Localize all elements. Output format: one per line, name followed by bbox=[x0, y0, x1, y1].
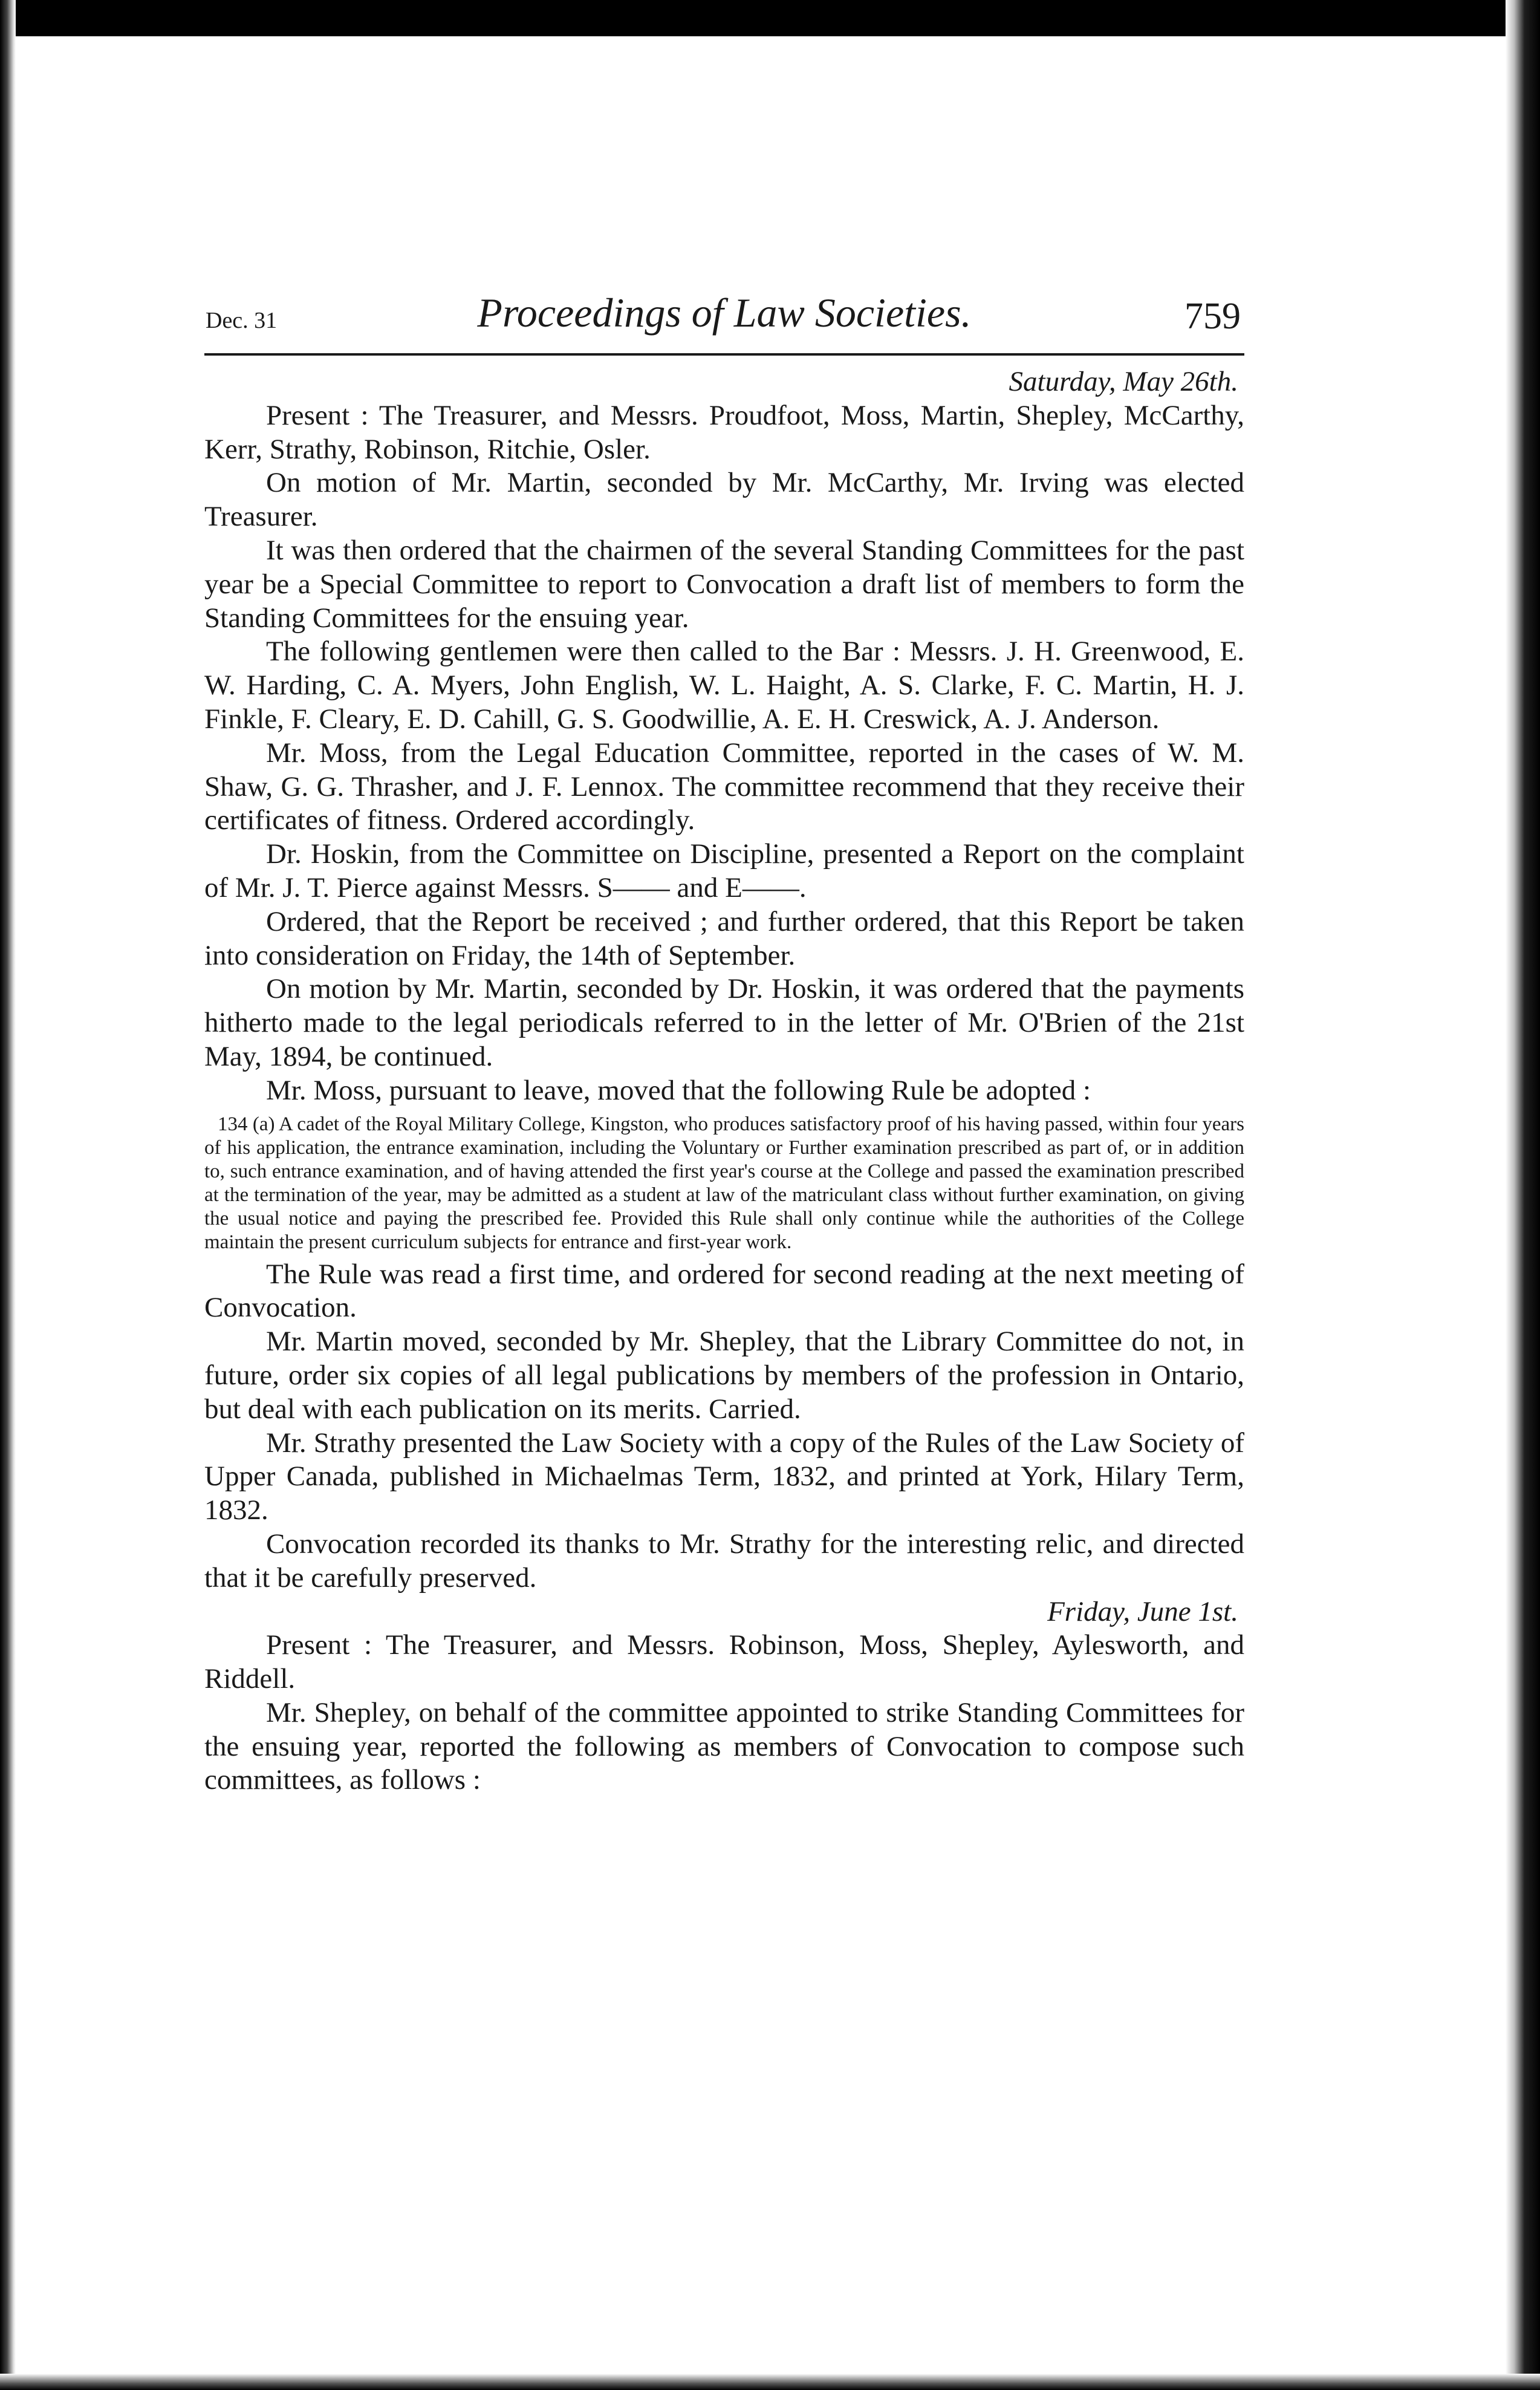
paragraph: On motion of Mr. Martin, seconded by Mr. McCarthy, Mr. Irving was elected Treasurer. bbox=[204, 467, 1244, 533]
scan-edge-bottom bbox=[0, 2374, 1540, 2390]
page-body bbox=[204, 365, 1244, 1797]
paragraph: It was then ordered that the chairmen of the several Standing Committees for the past year be a Special Committee to report to Convocation a draft list of members to form the Standing Committees for the ensuing year. bbox=[204, 534, 1244, 634]
paragraph: The Rule was read a first time, and ordered for second reading at the next meeting of Convocation. bbox=[204, 1258, 1244, 1324]
paragraph: The following gentlemen were then called to the Bar : Messrs. J. H. Greenwood, E. W. Harding, C. A. Myers, John English, W. L. Haight, A. S. Clarke, F. C. Martin, H. J. Finkle, F. Cleary, E. D. Cahill, G. S. Goodwillie, A. E. H. Creswick, A. J. Anderson. bbox=[204, 636, 1244, 735]
header-rule bbox=[204, 353, 1244, 356]
paragraph: Convocation recorded its thanks to Mr. Strathy for the interesting relic, and directed that it be carefully preserved. bbox=[204, 1528, 1244, 1594]
paragraph: Ordered, that the Report be received ; and further ordered, that this Report be taken into consideration on Friday, the 14th of September. bbox=[204, 905, 1244, 971]
paragraph: Mr. Moss, pursuant to leave, moved that the following Rule be adopted : bbox=[266, 1074, 1091, 1106]
paragraph: Dr. Hoskin, from the Committee on Discipline, presented a Report on the complaint of Mr. J. T. Pierce against Messrs. S—— and E——. bbox=[204, 838, 1244, 904]
header-title: Proceedings of Law Societies. bbox=[477, 290, 972, 336]
rule-134-text: 134 (a) A cadet of the Royal Military College, Kingston, who produces satisfactory proof of his having passed, within four years of his application, the entrance examination, including the Voluntary or Further examination prescribed as part of, or in addition to, such entrance examination, and of having attended the first year's course at the College and passed the examination prescribed at the termination of the year, may be admitted as a student at law of the matriculant class without further examination, on giving the usual notice and paying the prescribed fee. Provided this Rule shall only continue while the authorities of the College maintain the present curriculum subjects for entrance and first-year work. bbox=[204, 1113, 1244, 1253]
running-head bbox=[204, 284, 1244, 351]
meeting-date: Saturday, May 26th. bbox=[1009, 366, 1238, 397]
paragraph: Mr. Moss, from the Legal Education Committee, reported in the cases of W. M. Shaw, G. G. Thrasher, and J. F. Lennox. The committee recommend that they receive their certificates of fitness. Ordered accordingly. bbox=[204, 737, 1244, 836]
scan-edge-right bbox=[1506, 0, 1540, 2390]
paragraph: Mr. Shepley, on behalf of the committee appointed to strike Standing Committees for the ensuing year, reported the following as members of Convocation to compose such committees, as follows : bbox=[204, 1696, 1244, 1796]
header-date: Dec. 31 bbox=[206, 308, 278, 333]
page-number: 759 bbox=[1184, 296, 1241, 337]
paragraph: Present : The Treasurer, and Messrs. Robinson, Moss, Shepley, Aylesworth, and Riddell. bbox=[204, 1629, 1244, 1695]
page bbox=[204, 284, 1244, 1797]
meeting-date: Friday, June 1st. bbox=[1047, 1595, 1238, 1627]
paragraph: On motion by Mr. Martin, seconded by Dr. Hoskin, it was ordered that the payments hitherto made to the legal periodicals referred to in the letter of Mr. O'Brien of the 21st May, 1894, be continued. bbox=[204, 973, 1244, 1072]
scan-edge-top bbox=[0, 0, 1540, 36]
paragraph: Mr. Strathy presented the Law Society with a copy of the Rules of the Law Society of Upper Canada, published in Michaelmas Term, 1832, and printed at York, Hilary Term, 1832. bbox=[204, 1427, 1244, 1526]
paragraph: Present : The Treasurer, and Messrs. Proudfoot, Moss, Martin, Shepley, McCarthy, Kerr, Strathy, Robinson, Ritchie, Osler. bbox=[204, 399, 1244, 465]
scan-edge-left bbox=[0, 0, 16, 2390]
paragraph: Mr. Martin moved, seconded by Mr. Shepley, that the Library Committee do not, in future, order six copies of all legal publications by members of the profession in Ontario, but deal with each publication on its merits. Carried. bbox=[204, 1326, 1244, 1425]
